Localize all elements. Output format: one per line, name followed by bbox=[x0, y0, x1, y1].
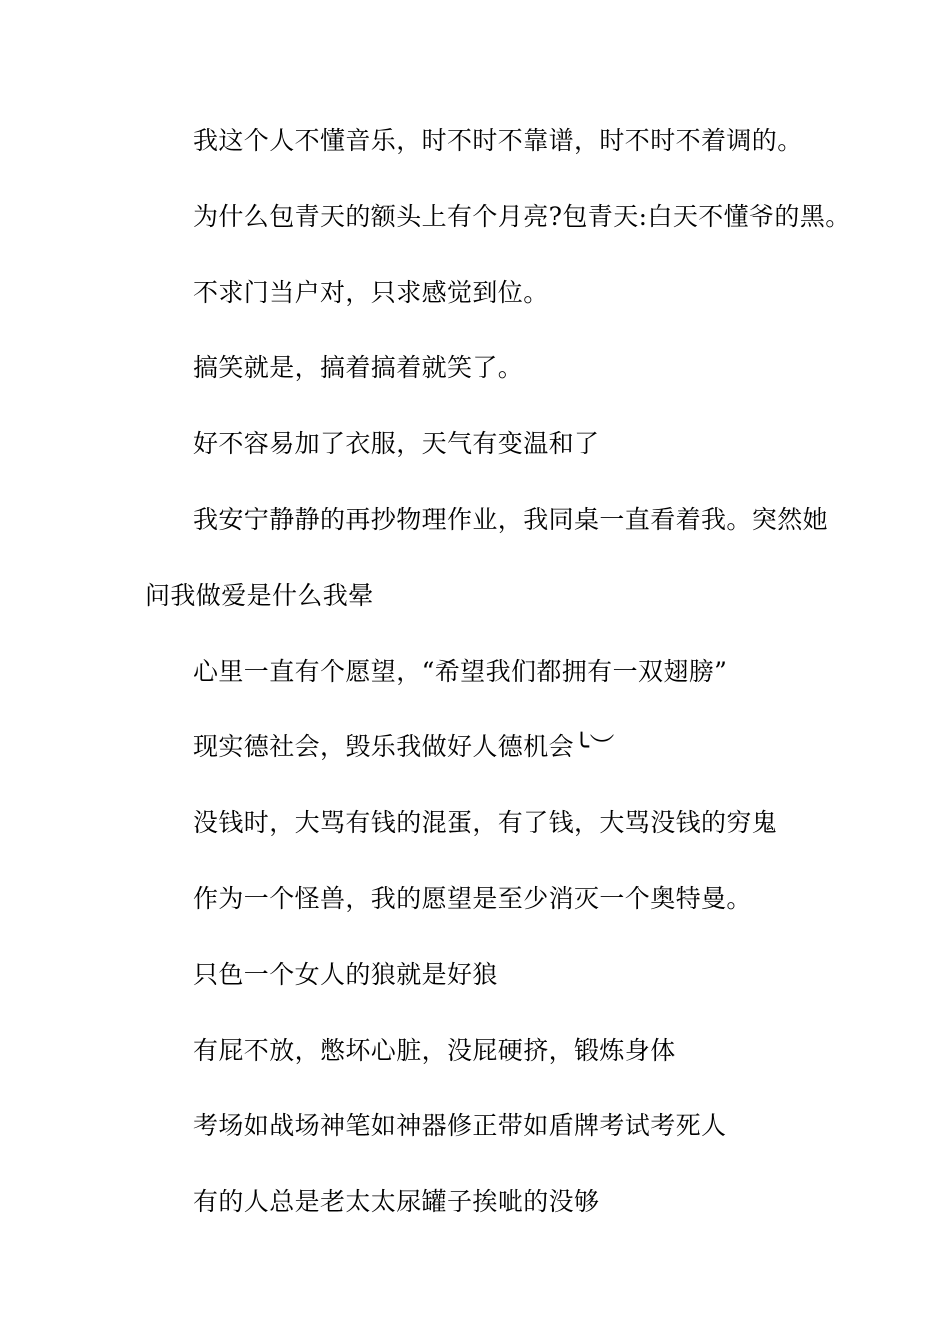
paragraph-8: 现实德社会，毁乐我做好人德机会╰︶ bbox=[193, 732, 615, 762]
paragraph-13: 考场如战场神笔如神器修正带如盾牌考试考死人 bbox=[193, 1111, 727, 1141]
paragraph-12: 有屁不放，憋坏心脏，没屁硬挤，锻炼身体 bbox=[193, 1035, 676, 1065]
document-body bbox=[145, 126, 851, 1263]
paragraph-14: 有的人总是老太太尿罐子挨呲的没够 bbox=[193, 1187, 600, 1217]
paragraph-7: 心里一直有个愿望，“希望我们都拥有一双翅膀” bbox=[193, 656, 728, 686]
paragraph-3: 不求门当户对，只求感觉到位。 bbox=[193, 277, 549, 307]
paragraph-10: 作为一个怪兽，我的愿望是至少消灭一个奥特曼。 bbox=[193, 883, 752, 913]
paragraph-6-continued: 问我做爱是什么我晕 bbox=[145, 580, 374, 610]
paragraph-9: 没钱时，大骂有钱的混蛋，有了钱，大骂没钱的穷鬼 bbox=[193, 808, 778, 838]
paragraph-5: 好不容易加了衣服，天气有变温和了 bbox=[193, 429, 600, 459]
paragraph-2: 为什么包青天的额头上有个月亮?包青天:白天不懂爷的黑。 bbox=[193, 201, 851, 231]
paragraph-4: 搞笑就是，搞着搞着就笑了。 bbox=[193, 353, 524, 383]
paragraph-1: 我这个人不懂音乐，时不时不靠谱，时不时不着调的。 bbox=[193, 126, 803, 155]
paragraph-6: 我安宁静静的再抄物理作业，我同桌一直看着我。突然她 bbox=[193, 504, 829, 534]
paragraph-11: 只色一个女人的狼就是好狼 bbox=[193, 959, 498, 989]
